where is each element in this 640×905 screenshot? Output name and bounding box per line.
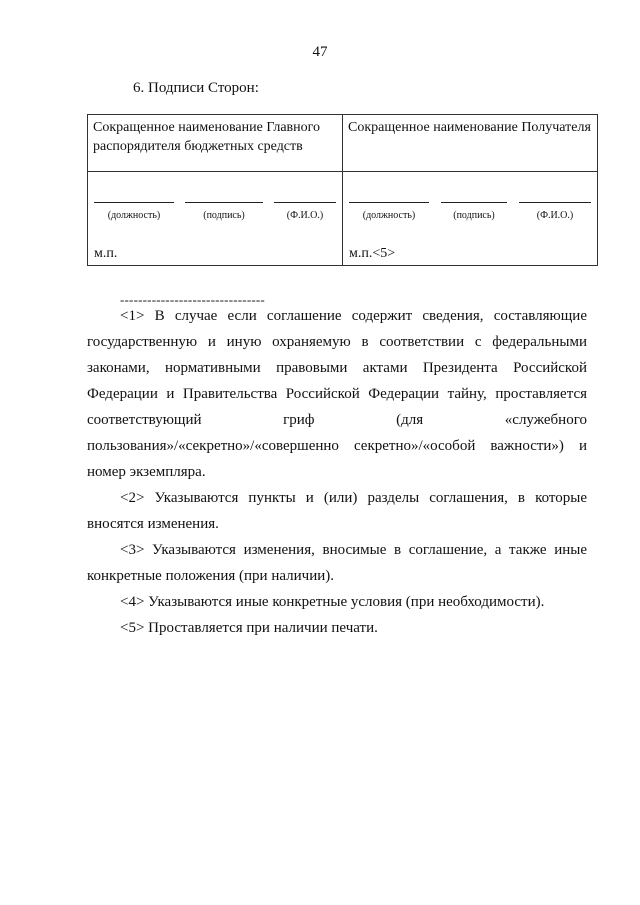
left-position-caption: (должность) [107, 210, 161, 221]
left-party-header: Сокращенное наименование Главного распорядителя бюджетных средств [88, 115, 343, 172]
footnote-3: <3> Указываются изменения, вносимые в соглашение, а также иные конкретные положения (при наличии). [87, 542, 587, 584]
right-signature-cell [343, 172, 598, 266]
section-heading: 6. Подписи Сторон: [133, 80, 259, 96]
right-signature-caption: (подпись) [453, 210, 495, 221]
signatures-table [87, 114, 598, 266]
footnote-4: <4> Указываются иные конкретные условия (при необходимости). [120, 594, 545, 610]
right-signature-field [441, 202, 507, 225]
right-name-caption: (Ф.И.О.) [536, 210, 574, 221]
left-signature-cell [88, 172, 343, 266]
left-signature-fields [94, 202, 336, 225]
footnote-2: <2> Указываются пункты и (или) разделы соглашения, в которые вносятся изменения. [87, 490, 587, 532]
right-position-field [349, 202, 429, 225]
footnote-1: <1> В случае если соглашение содержит сведения, составляющие государственную и иную охраняемую в соответствии с федеральными законами, нормативными правовыми актами Президента Российской Федерации и Правительства Российской Федерации тайну, проставляется соответствующий гриф (для «служебного пользования»/«секретно»/«совершенно секретно»/«особой важности») и номер экземпляра. [87, 308, 587, 480]
right-position-caption: (должность) [362, 210, 416, 221]
left-signature-field [185, 202, 263, 225]
footnote-5: <5> Проставляется при наличии печати. [120, 620, 378, 636]
right-party-header: Сокращенное наименование Получателя [343, 115, 598, 172]
footnotes [87, 303, 587, 641]
right-signature-fields [349, 202, 591, 225]
left-stamp-mark: м.п. [94, 246, 118, 261]
right-name-field [519, 202, 591, 225]
right-stamp-mark: м.п.<5> [349, 246, 396, 261]
left-signature-caption: (подпись) [203, 210, 245, 221]
left-name-caption: (Ф.И.О.) [286, 210, 324, 221]
footnote-divider: -------------------------------- [120, 292, 265, 307]
left-name-field [274, 202, 336, 225]
page-number: 47 [312, 44, 328, 60]
left-position-field [94, 202, 174, 225]
